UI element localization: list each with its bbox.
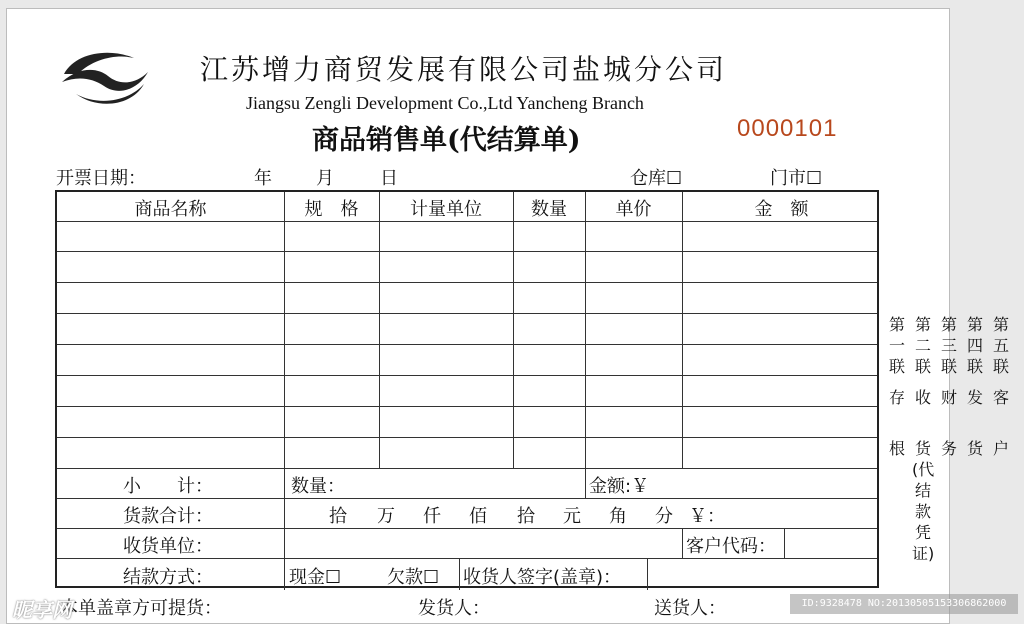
capital-unit-wan: 万 <box>377 506 395 527</box>
column-header-item-name: 商品名称 <box>134 199 207 220</box>
capital-unit-qian: 仟 <box>423 506 441 527</box>
cash-checkbox[interactable]: 现金☐ <box>289 567 342 588</box>
copy-char: 货 <box>966 439 983 458</box>
day-label: 日 <box>380 168 398 189</box>
column-header-spec: 规 格 <box>304 199 359 220</box>
capital-unit-shi-1: 拾 <box>329 506 347 527</box>
credit-checkbox[interactable]: 欠款☐ <box>387 567 440 588</box>
deliverer-label: 送货人： <box>654 598 726 619</box>
copy-char: 凭 <box>914 523 931 542</box>
capital-unit-bai: 佰 <box>469 506 487 527</box>
sales-form-table <box>55 190 879 588</box>
subtotal-quantity-label: 数量： <box>291 476 345 497</box>
subtotal-label: 小 计： <box>123 476 213 497</box>
copy-char: 第 <box>888 315 905 334</box>
copy-char: 四 <box>966 336 983 355</box>
copy-fifth-customer <box>990 314 1012 459</box>
copy-char: 联 <box>992 357 1009 376</box>
company-name-cn: 江苏增力商贸发展有限公司盐城分公司 <box>200 53 728 86</box>
copy-char: 户 <box>992 439 1009 458</box>
customer-code-label: 客户代码： <box>686 536 776 557</box>
copy-char: 联 <box>914 357 931 376</box>
serial-number: 0000101 <box>737 115 838 142</box>
total-yuan-mark: ￥： <box>689 506 725 527</box>
copy-char: 第 <box>966 315 983 334</box>
site-watermark: 昵享网 <box>12 598 72 622</box>
copy-char: 存 <box>888 388 905 407</box>
copy-char: 一 <box>888 336 905 355</box>
copy-char: 联 <box>888 357 905 376</box>
copy-char: 证) <box>912 544 935 563</box>
copy-char: 第 <box>940 315 957 334</box>
copy-char: 二 <box>914 336 931 355</box>
store-checkbox[interactable]: 门市☐ <box>770 168 823 189</box>
company-name-en: Jiangsu Zengli Development Co.,Ltd Yancheng Branch <box>246 93 644 113</box>
column-header-quantity: 数量 <box>531 199 567 220</box>
copy-fourth-shipping <box>964 314 986 459</box>
total-label: 货款合计： <box>123 506 213 527</box>
image-id-strip: ID:9328478 NO:20130505153306862000 <box>790 594 1018 614</box>
copy-char: 财 <box>940 388 957 407</box>
capital-unit-yuan: 元 <box>563 506 581 527</box>
payment-method-label: 结款方式： <box>123 567 213 588</box>
copy-char: 第 <box>914 315 931 334</box>
copy-char: 货 <box>914 439 931 458</box>
column-header-amount: 金 额 <box>754 199 809 220</box>
issue-date-label: 开票日期： <box>56 168 146 189</box>
receiver-signature-label: 收货人签字(盖章)： <box>463 567 622 588</box>
copy-char: 联 <box>940 357 957 376</box>
year-label: 年 <box>254 168 272 189</box>
stamp-note: 本单盖章方可提货： <box>60 598 222 619</box>
warehouse-checkbox[interactable]: 仓库☐ <box>630 168 683 189</box>
copy-char: 款 <box>914 502 931 521</box>
copy-second-receipt <box>912 314 934 564</box>
shipper-label: 发货人： <box>418 598 490 619</box>
document-title: 商品销售单(代结算单) <box>312 125 581 156</box>
copy-char: 三 <box>940 336 957 355</box>
subtotal-amount-label: 金额:￥ <box>589 476 650 497</box>
copy-char: (代 <box>912 460 935 479</box>
column-header-unit: 计量单位 <box>410 199 482 220</box>
company-logo-icon <box>58 44 150 108</box>
capital-unit-jiao: 角 <box>609 506 627 527</box>
column-header-unit-price: 单价 <box>615 199 652 220</box>
copy-distribution-legend <box>886 314 1016 574</box>
month-label: 月 <box>316 168 334 189</box>
copy-char: 结 <box>914 481 931 500</box>
capital-unit-fen: 分 <box>655 506 673 527</box>
copy-char: 五 <box>992 336 1009 355</box>
copy-char: 收 <box>914 388 931 407</box>
copy-char: 第 <box>992 315 1009 334</box>
copy-char: 联 <box>966 357 983 376</box>
copy-char: 客 <box>992 388 1009 407</box>
copy-first-stub <box>886 314 908 459</box>
copy-char: 发 <box>966 388 983 407</box>
copy-char: 根 <box>888 439 905 458</box>
receiver-label: 收货单位： <box>123 536 213 557</box>
copy-char: 务 <box>940 439 957 458</box>
copy-third-finance <box>938 314 960 459</box>
capital-unit-shi-2: 拾 <box>517 506 535 527</box>
